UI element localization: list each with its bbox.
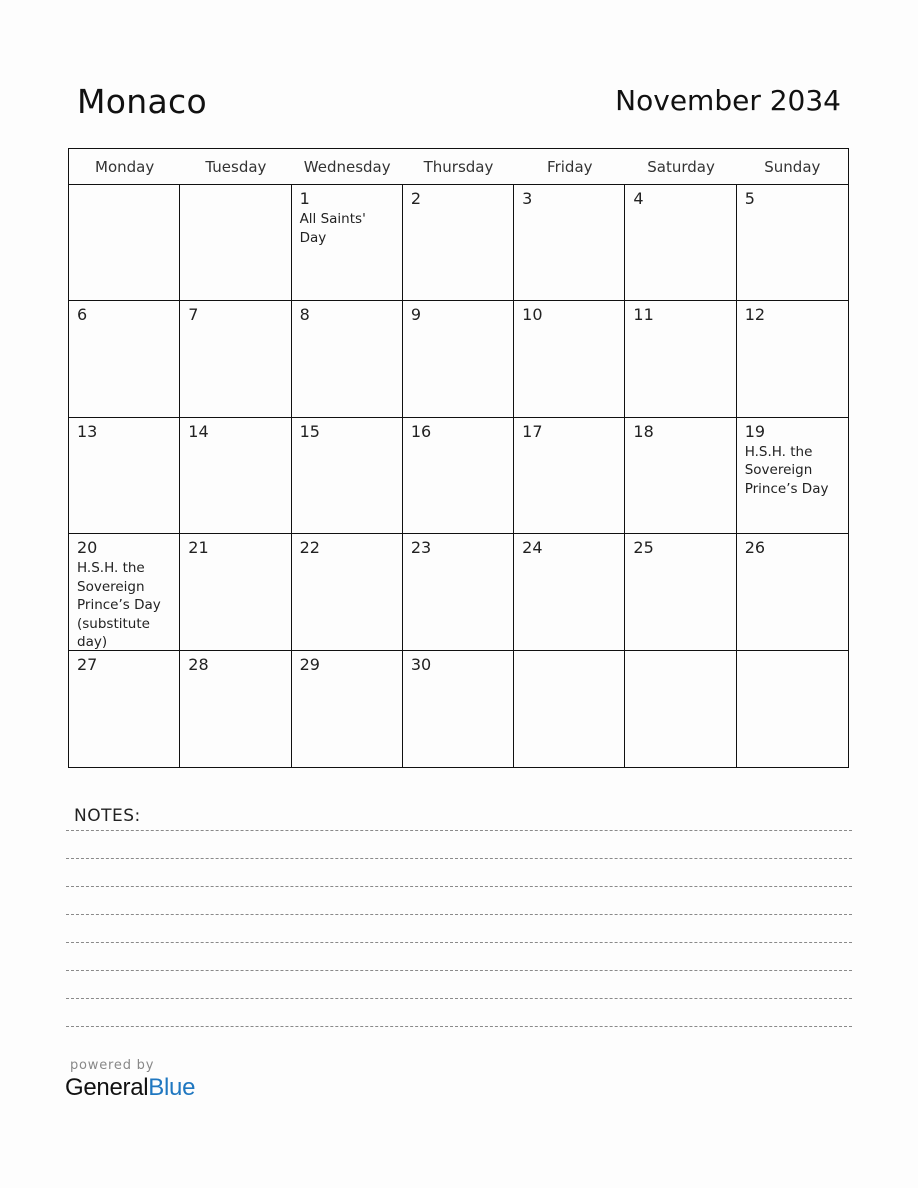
- day-number: 24: [522, 538, 543, 558]
- day-cell: [514, 185, 625, 301]
- weekday-tuesday: Tuesday: [205, 158, 267, 176]
- day-cell: [180, 651, 291, 767]
- day-number: 20: [77, 538, 98, 558]
- day-number: 17: [522, 421, 543, 441]
- day-cell: [737, 185, 848, 301]
- day-number: 18: [633, 421, 654, 441]
- day-cell: [69, 534, 180, 650]
- brand-blue: Blue: [148, 1074, 196, 1101]
- day-number: 28: [188, 654, 209, 674]
- day-number: 7: [188, 305, 199, 325]
- notes-line: [66, 942, 852, 943]
- day-cell: [292, 651, 403, 767]
- brand-general: General: [65, 1074, 149, 1101]
- day-number: 5: [744, 189, 755, 208]
- calendar-grid: [68, 148, 849, 768]
- day-cell: [403, 418, 514, 534]
- day-cell: [292, 534, 403, 650]
- day-cell: [180, 301, 291, 417]
- powered-by-text: powered by: [70, 1058, 155, 1073]
- weekday-wednesday: Wednesday: [303, 158, 391, 176]
- day-cell: [625, 418, 736, 534]
- weekday-monday: Monday: [95, 158, 155, 176]
- weekday-thursday: Thursday: [423, 158, 494, 176]
- day-cell: [180, 534, 291, 650]
- month-year-title: November 2034: [615, 84, 841, 117]
- day-number: 26: [744, 538, 766, 558]
- holiday-label: H.S.H. the Sovereign Prince’s Day: [744, 443, 829, 497]
- day-cell: [514, 651, 625, 767]
- day-number: 3: [522, 189, 533, 208]
- day-number: 10: [522, 305, 543, 325]
- day-cell: [69, 418, 180, 534]
- day-number: 15: [299, 421, 320, 441]
- weekday-header-row: [69, 149, 848, 185]
- day-cell: [625, 534, 736, 650]
- day-cell: [737, 651, 848, 767]
- day-cell: [69, 185, 180, 301]
- day-cell: [292, 185, 403, 301]
- day-number: 6: [77, 305, 88, 325]
- day-number: 13: [77, 421, 98, 441]
- holiday-label: All Saints' Day: [299, 211, 366, 246]
- day-number: 9: [410, 305, 422, 325]
- day-cell: [292, 418, 403, 534]
- day-cell: [737, 301, 848, 417]
- weekday-friday: Friday: [547, 158, 593, 176]
- holiday-label: H.S.H. the Sovereign Prince’s Day (substitute day): [77, 560, 161, 651]
- notes-line: [66, 858, 852, 859]
- day-number: 27: [77, 654, 98, 674]
- day-cell: [69, 651, 180, 767]
- day-number: 21: [188, 538, 209, 558]
- generalblue-logo: [65, 1074, 195, 1102]
- day-cell: [625, 301, 736, 417]
- day-number: 8: [299, 305, 310, 325]
- day-cell: [403, 651, 514, 767]
- day-cell: [737, 534, 848, 650]
- day-number: 14: [188, 421, 209, 441]
- day-cell: [514, 534, 625, 650]
- notes-line: [66, 1026, 852, 1027]
- day-cell: [737, 418, 848, 534]
- notes-line: [66, 830, 852, 831]
- day-cell: [403, 301, 514, 417]
- notes-line: [66, 970, 852, 971]
- day-number: 2: [410, 189, 422, 208]
- day-cell: [625, 185, 736, 301]
- day-cell: [180, 418, 291, 534]
- country-title: Monaco: [77, 82, 207, 121]
- day-number: 12: [744, 305, 766, 325]
- day-cell: [292, 301, 403, 417]
- day-cell: [403, 534, 514, 650]
- day-number: 30: [410, 654, 432, 674]
- day-number: 22: [299, 538, 320, 558]
- day-number: 29: [299, 654, 320, 674]
- day-cell: [403, 185, 514, 301]
- day-number: 1: [299, 189, 310, 208]
- weekday-sunday: Sunday: [764, 158, 821, 176]
- notes-line: [66, 886, 852, 887]
- day-number: 23: [410, 538, 432, 558]
- day-number: 4: [633, 189, 644, 208]
- notes-line: [66, 914, 852, 915]
- day-cell: [625, 651, 736, 767]
- day-number: 11: [633, 305, 654, 325]
- day-number: 19: [744, 421, 766, 441]
- day-number: 25: [633, 538, 654, 558]
- day-cells: [69, 185, 848, 767]
- notes-line: [66, 998, 852, 999]
- day-cell: [514, 301, 625, 417]
- weekday-saturday: Saturday: [647, 158, 715, 176]
- day-cell: [69, 301, 180, 417]
- notes-label: NOTES:: [74, 806, 141, 826]
- day-number: 16: [410, 421, 432, 441]
- day-cell: [180, 185, 291, 301]
- day-cell: [514, 418, 625, 534]
